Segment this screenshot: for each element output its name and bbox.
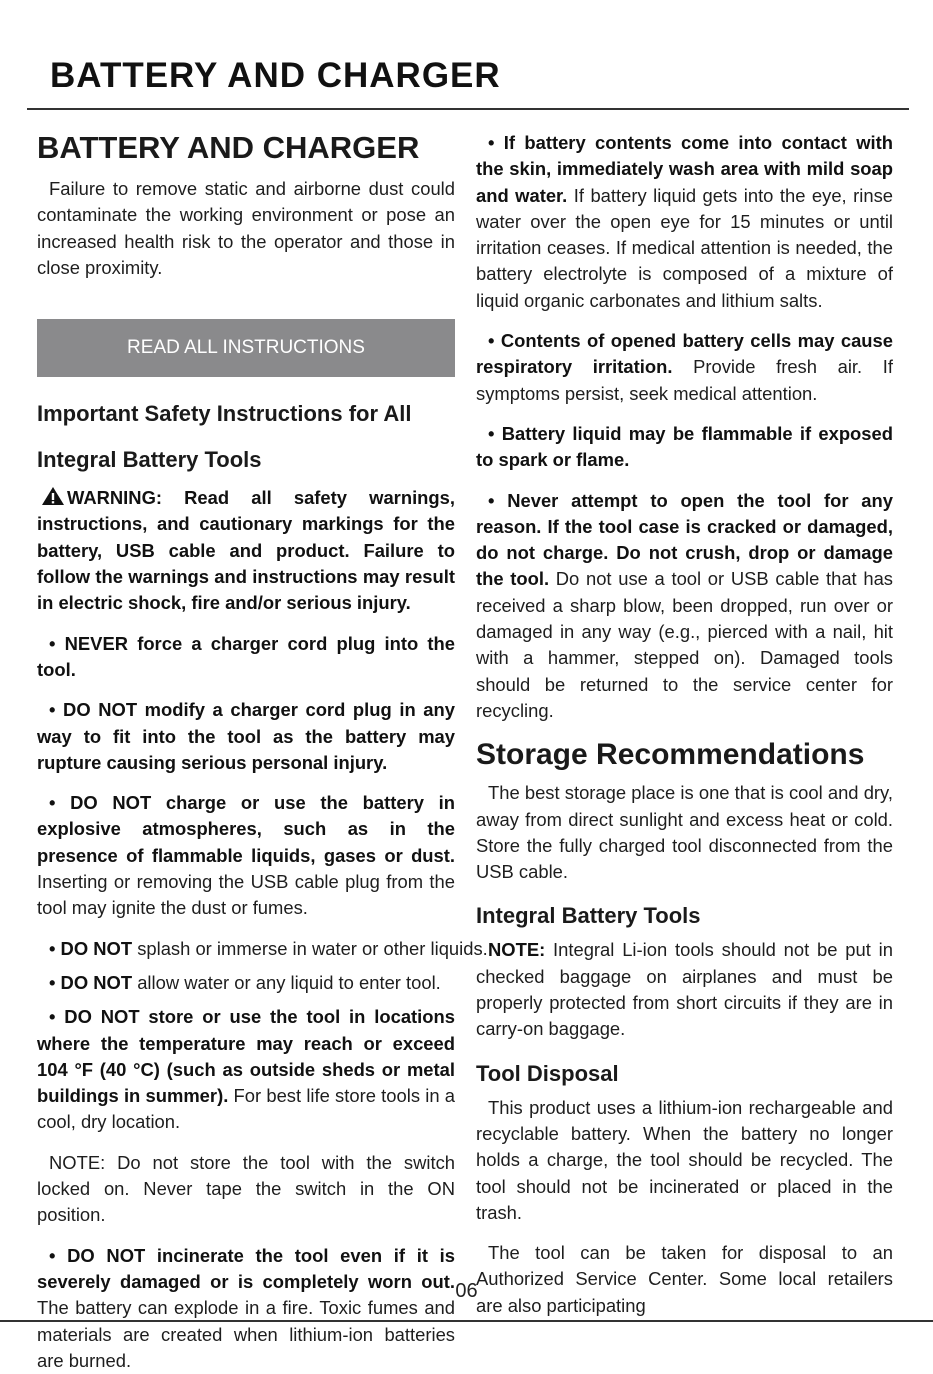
bullet-item: • DO NOT splash or immerse in water or other liquids. xyxy=(49,937,488,959)
intro-paragraph: Failure to remove static and airborne dust could contaminate the working environment or pose an increased health risk to the operator and those in close proximity. xyxy=(37,178,455,278)
integral-battery-heading: Integral Battery Tools xyxy=(476,903,701,929)
page-number: 06 xyxy=(455,1280,478,1302)
bullet-item: • Battery liquid may be flammable if exposed to spark or flame. xyxy=(476,422,893,471)
bullet-item: • Contents of opened battery cells may cause respiratory irritation. Provide fresh air. If symptoms persist, seek medical attention. xyxy=(476,330,894,404)
warning-text: WARNING: Read all safety warnings, instructions, and cautionary markings for the battery, USB cable and product. Failure to follow the warnings and instructions may result in electric shock, fire and/or serious injury. xyxy=(37,487,455,614)
storage-paragraph: The best storage place is one that is cool and dry, away from direct sunlight and excess heat or cold. Store the fully charged tool disconnected from the USB cable. xyxy=(476,782,893,883)
bullet-item: • DO NOT store or use the tool in locations where the temperature may reach or exceed 104 °F (40 °C) (such as outside sheds or metal buildings in summer). For best life store tools in a cool, dry location. xyxy=(37,1006,455,1133)
bullet-item: • DO NOT allow water or any liquid to enter tool. xyxy=(49,971,441,993)
disposal-paragraph: This product uses a lithium-ion rechargeable and recyclable battery. When the battery no longer holds a charge, the tool should be recycled. The tool should not be incinerated or placed in the trash. xyxy=(476,1096,893,1223)
header-divider xyxy=(27,108,909,110)
note-paragraph: NOTE: Integral Li-ion tools should not be put in checked baggage on airplanes and must be properly protected from short circuits if they are in carry-on baggage. xyxy=(476,939,893,1040)
warning-paragraph xyxy=(37,485,455,616)
storage-heading: Storage Recommendations xyxy=(476,738,865,772)
footer-divider xyxy=(0,1320,933,1322)
bullet-item: • Never attempt to open the tool for any reason. If the tool case is cracked or damaged, do not charge. Do not crush, drop or damage the tool. Do not use a tool or USB cable that has received a sharp blow, been dropped, run over or damaged in any way (e.g., pierced with a nail, hit with a hammer, stepped on). Damaged tools should be returned to the service center for recycling. xyxy=(476,489,893,721)
integral-battery-heading: Integral Battery Tools xyxy=(37,447,262,473)
section-title: BATTERY AND CHARGER xyxy=(37,130,420,165)
note-paragraph: NOTE: Do not store the tool with the switch locked on. Never tape the switch in the ON position. xyxy=(37,1151,455,1226)
disposal-paragraph: The tool can be taken for disposal to an Authorized Service Center. Some local retailers are also participating xyxy=(476,1242,893,1316)
warning-icon xyxy=(41,486,65,506)
bullet-item: • If battery contents come into contact with the skin, immediately wash area with mild soap and water. If battery liquid gets into the eye, rinse water over the open eye for 15 minutes or until irritation ceases. If medical attention is needed, the battery electrolyte is composed of a mixture of liquid organic carbonates and lithium salts. xyxy=(476,132,893,311)
read-instructions-banner: READ ALL INSTRUCTIONS xyxy=(37,319,455,377)
page-header-title: BATTERY AND CHARGER xyxy=(50,56,501,95)
safety-instructions-heading: Important Safety Instructions for All xyxy=(37,401,412,427)
bullet-item: • NEVER force a charger cord plug into the tool. xyxy=(37,632,455,680)
bullet-item: • DO NOT charge or use the battery in explosive atmospheres, such as in the presence of flammable liquids, gases or dust. Inserting or removing the USB cable plug from the tool may ignite the dust or fumes. xyxy=(37,792,455,919)
bullet-item: • DO NOT incinerate the tool even if it is severely damaged or is completely worn out. The battery can explode in a fire. Toxic fumes and materials are created when lithium-ion batteries are burned. xyxy=(37,1244,455,1371)
right-column xyxy=(476,130,893,1319)
tool-disposal-heading: Tool Disposal xyxy=(476,1060,619,1086)
bullet-item: • DO NOT modify a charger cord plug in any way to fit into the tool as the battery may rupture causing serious personal injury. xyxy=(37,699,455,773)
